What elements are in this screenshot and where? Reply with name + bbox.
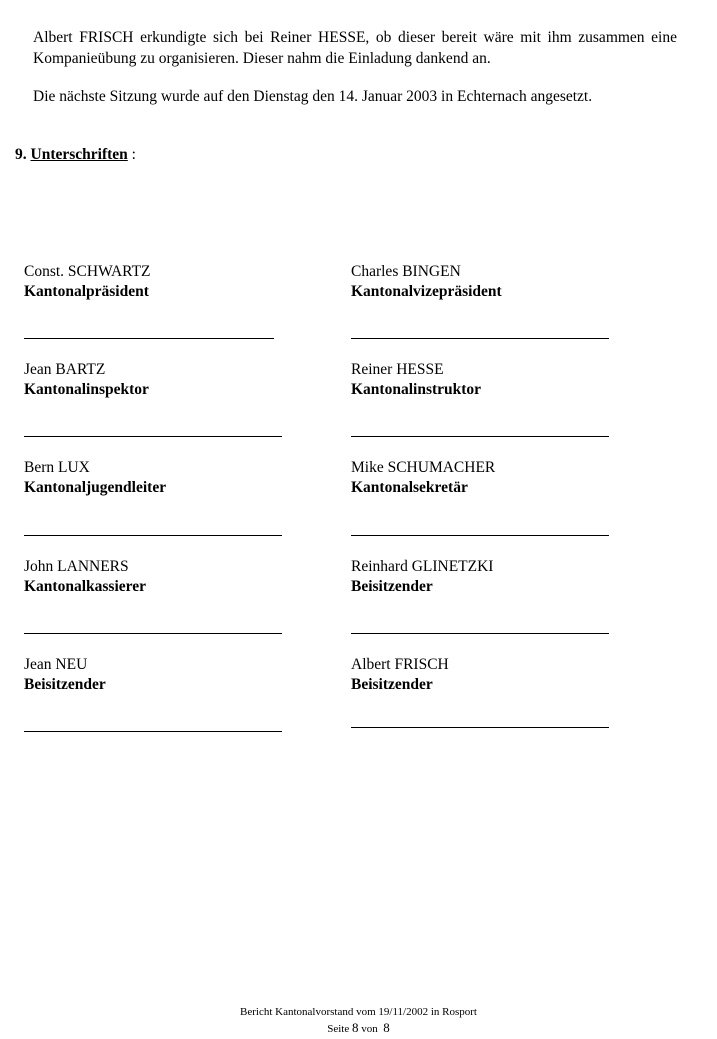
signatory-role: Kantonalvizepräsident [351, 283, 502, 300]
section-title: Unterschriften [30, 146, 128, 163]
signature-block-president [24, 262, 314, 302]
signature-line [24, 338, 274, 339]
signature-block-vice-president [351, 262, 641, 302]
signature-block-assessor-frisch [351, 655, 641, 695]
signatory-name: Const. SCHWARTZ [24, 263, 151, 280]
signature-line [351, 727, 609, 728]
section-number: 9. [15, 146, 27, 163]
signature-line [24, 436, 282, 437]
signature-line [351, 633, 609, 634]
signature-line [351, 338, 609, 339]
signatory-name: Reiner HESSE [351, 361, 444, 378]
signature-block-secretary [351, 458, 641, 498]
signatory-role: Kantonalinspektor [24, 381, 149, 398]
signature-line [24, 731, 282, 732]
signature-line [351, 535, 609, 536]
signature-block-inspector [24, 360, 314, 400]
signatory-name: Jean NEU [24, 656, 88, 673]
paragraph-next-meeting: Die nächste Sitzung wurde auf den Dienstag den 14. Januar 2003 in Echternach angesetzt. [33, 88, 593, 105]
footer-report-title: Bericht Kantonalvorstand vom 19/11/2002 in Rosport [240, 1006, 477, 1018]
signatory-role: Kantonalsekretär [351, 479, 468, 496]
section-title-suffix: : [127, 146, 136, 163]
signatory-name: Jean BARTZ [24, 361, 106, 378]
signatory-role: Beisitzender [24, 676, 106, 693]
paragraph-company-exercise: Albert FRISCH erkundigte sich bei Reiner HESSE, ob dieser bereit wäre mit ihm zusammen eine Kompanieübung zu organisieren. Dieser nahm die Einladung dankend an. [33, 29, 677, 67]
signatory-role: Kantonalpräsident [24, 283, 149, 300]
signatory-role: Kantonalkassierer [24, 578, 146, 595]
signature-block-youth-leader [24, 458, 314, 498]
signatory-role: Beisitzender [351, 578, 433, 595]
signatory-name: Charles BINGEN [351, 263, 461, 280]
signatory-name: Reinhard GLINETZKI [351, 558, 494, 575]
signature-line [351, 436, 609, 437]
section-heading-signatures [15, 145, 136, 165]
signatory-name: Bern LUX [24, 459, 90, 476]
signature-block-instructor [351, 360, 641, 400]
signatory-role: Beisitzender [351, 676, 433, 693]
page-separator: von [361, 1023, 378, 1035]
page-total: 8 [383, 1020, 390, 1035]
page-current: 8 [352, 1020, 359, 1035]
signatory-name: Mike SCHUMACHER [351, 459, 496, 476]
signature-block-treasurer [24, 557, 314, 597]
signature-line [24, 633, 282, 634]
signatory-name: John LANNERS [24, 558, 129, 575]
signatory-role: Kantonaljugendleiter [24, 479, 167, 496]
signature-block-assessor-glinetzki [351, 557, 641, 597]
page-label: Seite [327, 1023, 350, 1035]
signature-line [24, 535, 282, 536]
footer-page-number [0, 1020, 717, 1037]
signatory-name: Albert FRISCH [351, 656, 449, 673]
signatory-role: Kantonalinstruktor [351, 381, 482, 398]
signature-block-assessor-neu [24, 655, 314, 695]
